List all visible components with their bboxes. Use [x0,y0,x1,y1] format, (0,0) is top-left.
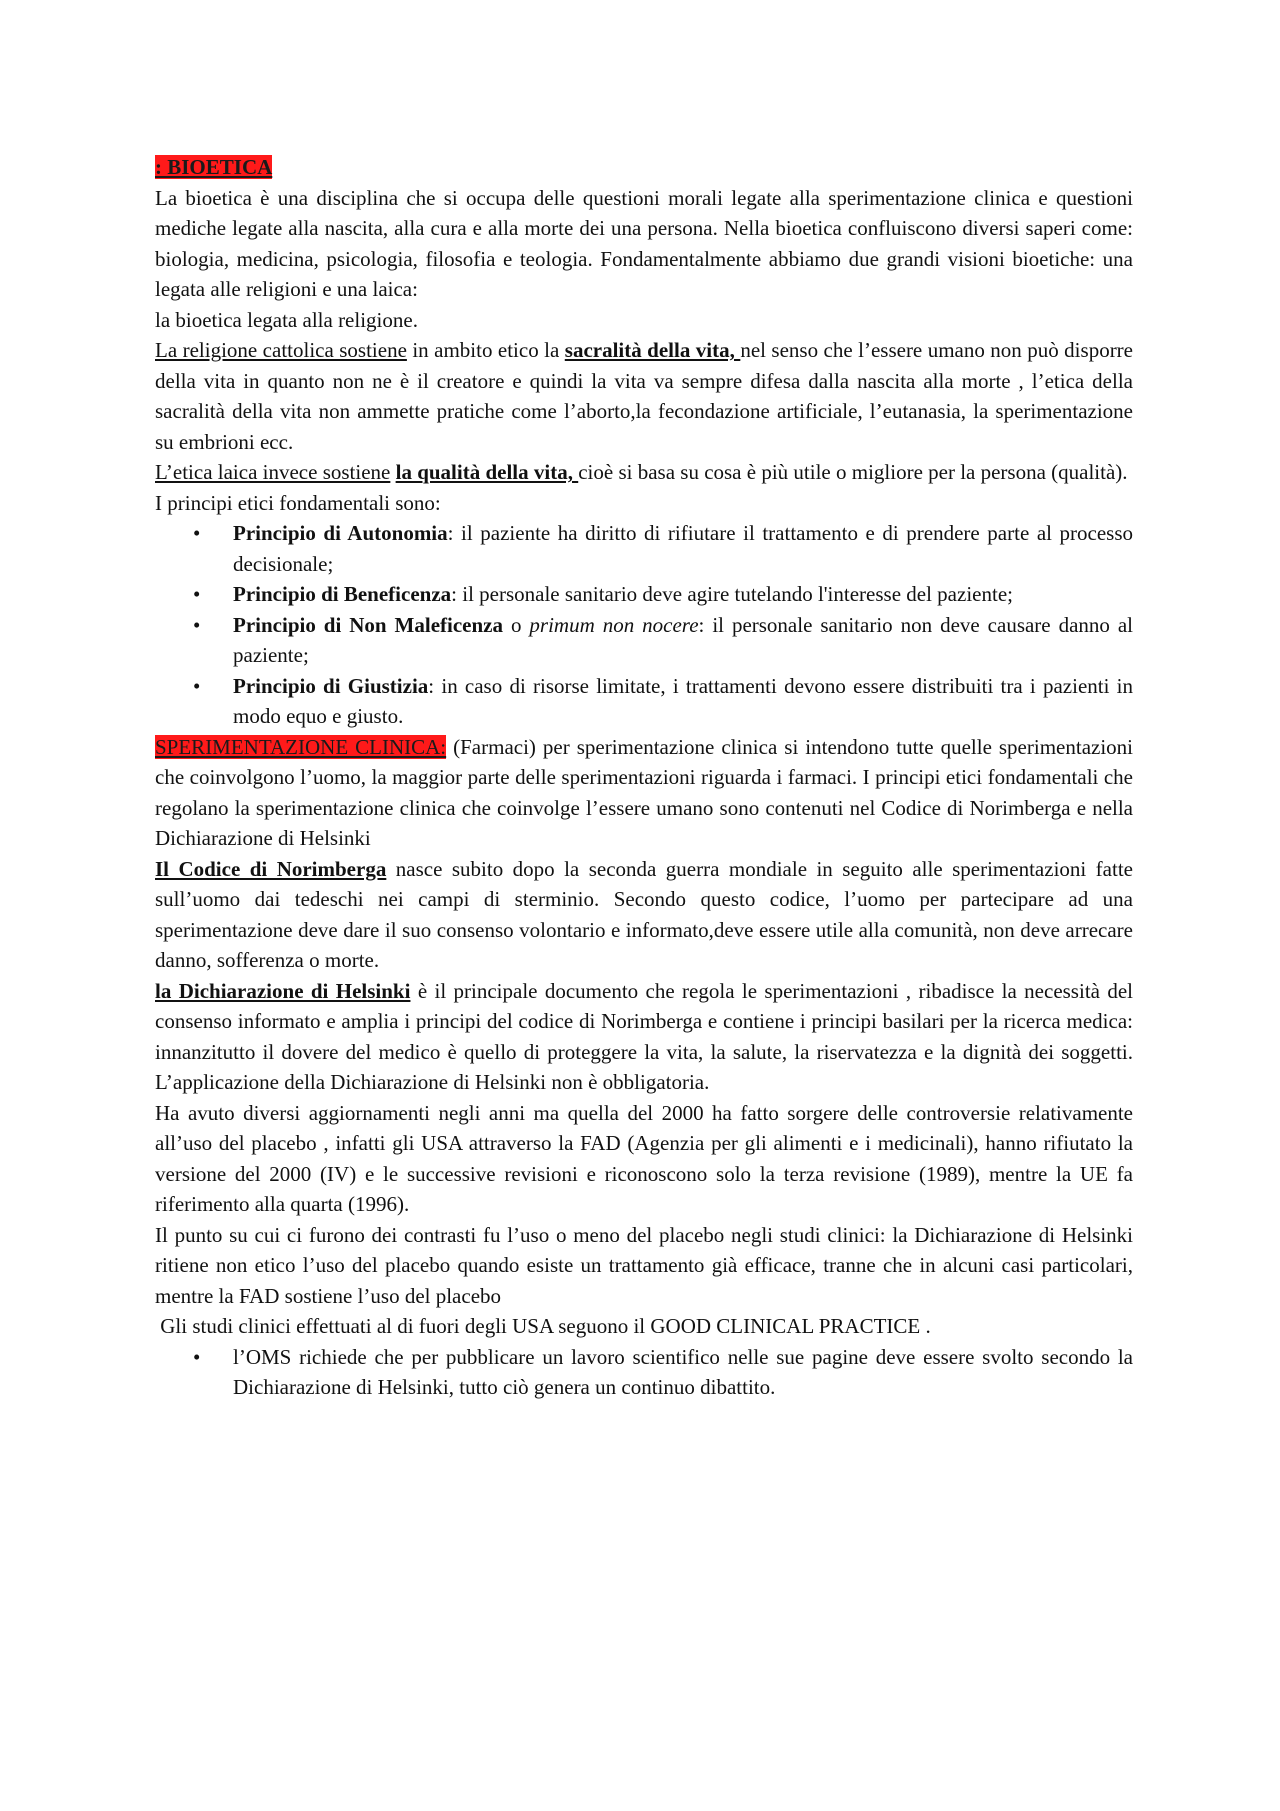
norimberga-text: nasce subito dopo la seconda guerra mondiale in seguito alle sperimentazioni fatte sull’uomo dai tedeschi nei campi di sterminio. Secondo questo codice, l’uomo per partecipare ad una sperimentazione deve dare il suo consenso volontario e informato,deve essere utile alla comunità, non deve arrecare danno, sofferenza o morte. [155,856,1133,972]
helsinki-title: la Dichiarazione di Helsinki [155,978,411,1003]
principle-name: Principio di Non Maleficenza [233,612,503,637]
laica-paragraph [155,457,1133,488]
bullet-icon: • [193,1344,201,1369]
bioetica-heading-line [155,152,1133,183]
bioetica-heading: : BIOETICA [155,155,273,179]
religion-line: la bioetica legata alla religione. [155,307,418,332]
bullet-icon: • [193,612,201,637]
principle-alt: primum non nocere [529,612,699,637]
updates-paragraph: Ha avuto diversi aggiornamenti negli anni ma quella del 2000 ha fatto sorgere delle controversie relativamente all’uso del placebo , infatti gli USA attraverso la FAD (Agenzia per gli alimenti e i medicinali), hanno rifiutato la versione del 2000 (IV) e le successive revisioni e riconoscono solo la terza revisione (1989), mentre la UE fa riferimento alla quarta (1996). [155,1100,1133,1216]
principle-text: : in caso di risorse limitate, i trattamenti devono essere distribuiti tra i pazienti in modo equo e giusto. [233,673,1133,728]
cattolica-rest: nel senso che l’essere umano non può disporre della vita in quanto non ne è il creatore e quindi la vita va sempre difesa dalla nascita alla morte , l’etica della sacralità della vita non ammette pratiche come l’aborto,la fecondazione artificiale, l’eutanasia, la sperimentazione su embrioni ecc. [155,338,1133,454]
principle-text: : il personale sanitario non deve causare danno al paziente; [233,612,1134,667]
principle-connector: o [503,612,530,637]
norimberga-title: Il Codice di Norimberga [155,856,387,881]
laica-rest: cioè si basa su cosa è più utile o migliore per la persona (qualità). [578,460,1128,484]
sperimentazione-intro: (Farmaci) per sperimentazione clinica si intendono tutte quelle sperimentazioni che coinvolgono l’uomo, la maggior parte delle sperimentazioni riguarda i farmaci. I principi etici fondamentali che regolano la sperimentazione clinica che coinvolge l’essere umano sono contenuti nel Codice di Norimberga e nella Dichiarazione di Helsinki [155,734,1133,850]
laica-lead: L’etica laica invece sostiene [155,460,391,484]
bullet-icon: • [193,582,201,606]
helsinki-text: è il principale documento che regola le sperimentazioni , ribadisce la necessità del consenso informato e amplia i principi del codice di Norimberga e contiene i principi basilari per la ricerca medica: innanzitutto il dovere del medico è quello di proteggere la vita, la salute, la riservatezza e la dignità dei soggetti. L’applicazione della Dichiarazione di Helsinki non è obbligatoria. [155,978,1133,1094]
bioetica-intro: La bioetica è una disciplina che si occupa delle questioni morali legate alla sperimentazione clinica e questioni mediche legate alla nascita, alla cura e alla morte dei una persona. Nella bioetica confluiscono diversi saperi come: biologia, medicina, psicologia, filosofia e teologia. Fondamentalmente abbiamo due grandi visioni bioetiche: una legata alle religioni e una laica: [155,185,1133,301]
list-item [155,579,1133,610]
principles-intro: I principi etici fondamentali sono: [155,490,441,515]
norimberga-paragraph [155,854,1133,976]
principle-name: Principio di Autonomia [233,521,448,545]
gcp-paragraph: Gli studi clinici effettuati al di fuori degli USA seguono il GOOD CLINICAL PRACTICE . [155,1314,931,1338]
principle-name: Principio di Beneficenza [233,582,452,606]
principle-text: : il paziente ha diritto di rifiutare il trattamento e di prendere parte al processo decisionale; [233,521,1134,576]
helsinki-paragraph [155,976,1133,1098]
list-item [155,671,1133,732]
bullet-icon: • [193,673,201,698]
list-item [155,610,1133,671]
oms-list [155,1342,1133,1403]
placebo-paragraph: Il punto su cui ci furono dei contrasti fu l’uso o meno del placebo negli studi clinici: la Dichiarazione di Helsinki ritiene non etico l’uso del placebo quando esiste un trattamento già efficace, tranne che in alcuni casi particolari, mentre la FAD sostiene l’uso del placebo [155,1222,1133,1308]
cattolica-lead: La religione cattolica sostiene [155,338,407,362]
sacralita-key: sacralità della vita, [564,338,741,362]
document-page [155,152,1133,1403]
qualita-key: la qualità della vita, [395,460,579,484]
cattolica-mid: in ambito etico la [406,338,565,362]
principle-name: Principio di Giustizia [233,673,429,698]
oms-text: l’OMS richiede che per pubblicare un lavoro scientifico nelle sue pagine deve essere svolto secondo la Dichiarazione di Helsinki, tutto ciò genera un continuo dibattito. [233,1344,1133,1399]
cattolica-paragraph [155,335,1133,457]
bullet-icon: • [193,521,201,545]
principles-list [155,518,1133,732]
list-item [155,1342,1133,1403]
list-item [155,518,1133,579]
sperimentazione-heading: SPERIMENTAZIONE CLINICA: [155,734,447,759]
sperimentazione-paragraph [155,732,1133,854]
principle-text: : il personale sanitario deve agire tutelando l'interesse del paziente; [451,582,1013,606]
